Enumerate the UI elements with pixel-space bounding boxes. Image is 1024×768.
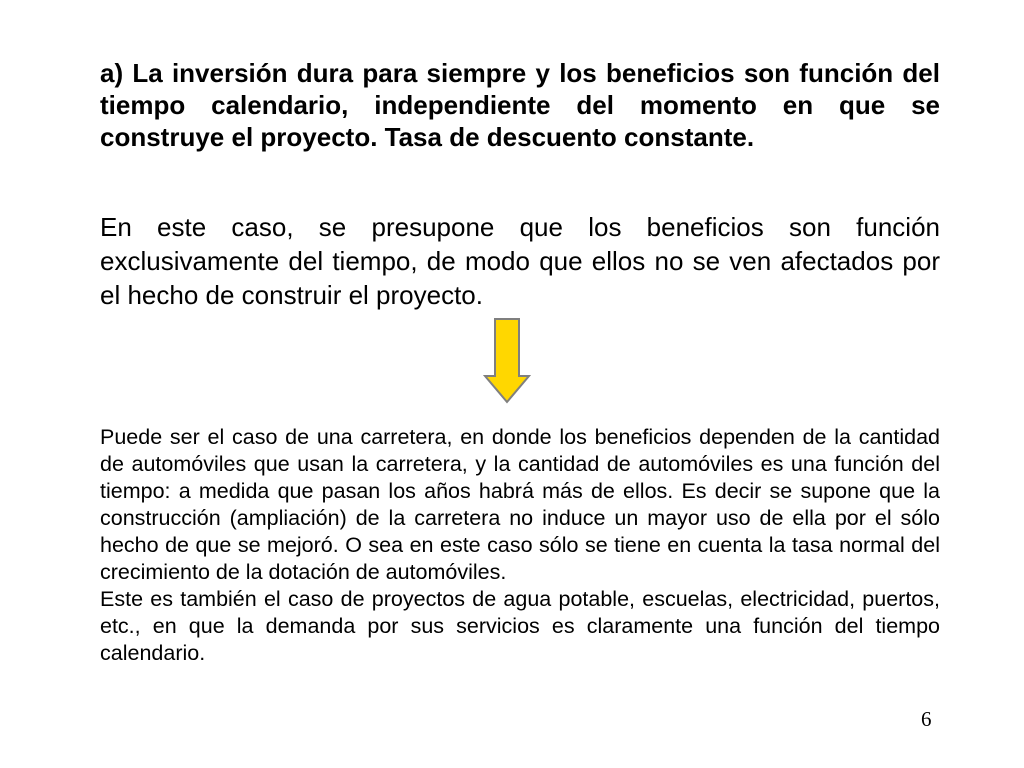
example-paragraph-road: Puede ser el caso de una carretera, en donde los beneficios dependen de la cantidad de automóviles que usan la carretera, y la cantidad de automóviles es una función del tiempo: a medida que pasan los años habrá más de ellos. Es decir se supone que la construcción (ampliación) de la carretera no induce un mayor uso de ella por el sólo hecho de que se mejoró. O sea en este caso sólo se tiene en cuenta la tasa normal del crecimiento de la dotación de automóviles.: [100, 425, 940, 584]
down-arrow-icon: [483, 318, 531, 404]
example-paragraph-services: Este es también el caso de proyectos de agua potable, escuelas, electricidad, puertos, etc., en que la demanda por sus servicios es claramente una función del tiempo calendario.: [100, 587, 940, 665]
page-number: 6: [921, 707, 932, 731]
slide-heading: a) La inversión dura para siempre y los beneficios son función del tiempo calendario, independiente del momento en que se construye el proyecto. Tasa de descuento constante.: [100, 58, 940, 152]
body-text: [100, 424, 940, 667]
intro-paragraph: En este caso, se presupone que los beneficios son función exclusivamente del tiempo, de modo que ellos no se ven afectados por el hecho de construir el proyecto.: [100, 212, 940, 310]
